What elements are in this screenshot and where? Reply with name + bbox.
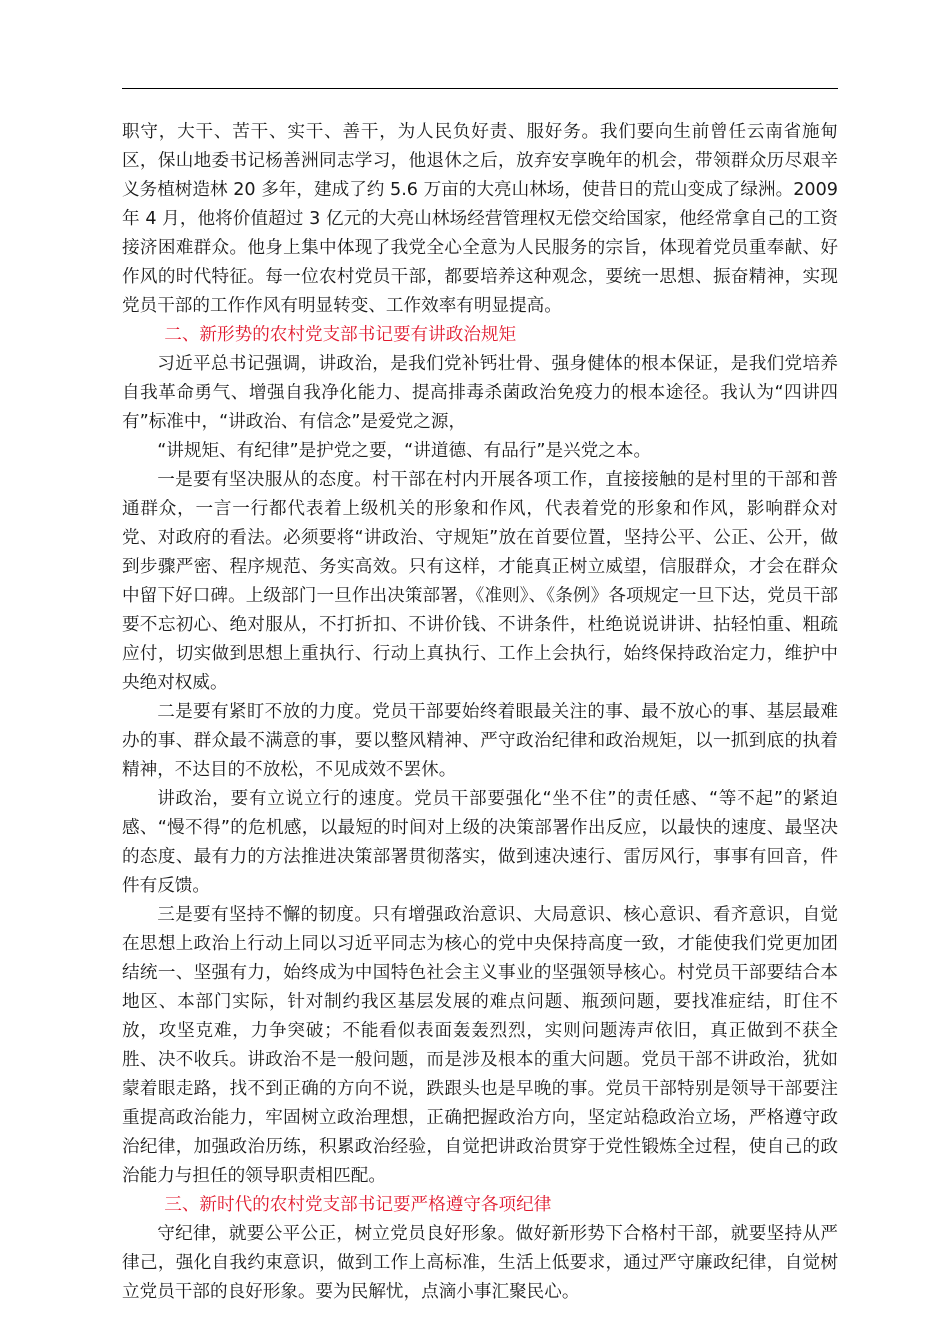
paragraph-5: 二是要有紧盯不放的力度。党员干部要始终着眼最关注的事、最不放心的事、基层最难办的事、群众最不满意的事，要以整风精神、严守政治纪律和政治规矩，以一抓到底的执着精神，不达目的不放松，不见成效不罢休。 <box>122 702 838 780</box>
header-rule <box>122 88 838 89</box>
paragraph-3: “讲规矩、有纪律”是护党之要，“讲道德、有品行”是兴党之本。 <box>157 441 652 461</box>
paragraph-2: 习近平总书记强调，讲政治，是我们党补钙壮骨、强身健体的根本保证，是我们党培养自我革命勇气、增强自我净化能力、提高排毒杀菌政治免疫力的根本途径。我认为“四讲四有”标准中，“讲政治、有信念”是爱党之源， <box>122 354 838 432</box>
section-heading-2: 二、新形势的农村党支部书记要有讲政治规矩 <box>164 325 517 345</box>
paragraph-4: 一是要有坚决服从的态度。村干部在村内开展各项工作，直接接触的是村里的干部和普通群众，一言一行都代表着上级机关的形象和作风，代表着党的形象和作风，影响群众对党、对政府的看法。必须要将“讲政治、守规矩”放在首要位置，坚持公平、公正、公开，做到步骤严密、程序规范、务实高效。只有这样，才能真正树立威望，信服群众，才会在群众中留下好口碑。上级部门一旦作出决策部署，《准则》、《条例》各项规定一旦下达，党员干部要不忘初心、绝对服从，不打折扣、不讲价钱、不讲条件，杜绝说说讲讲、拈轻怕重、粗疏应付，切实做到思想上重执行、行动上真执行、工作上会执行，始终保持政治定力，维护中央绝对权威。 <box>122 470 838 693</box>
paragraph-8: 守纪律，就要公平公正，树立党员良好形象。做好新形势下合格村干部，就要坚持从严律己，强化自我约束意识，做到工作上高标准，生活上低要求，通过严守廉政纪律，自觉树立党员干部的良好形象。要为民解忧，点滴小事汇聚民心。 <box>122 1224 838 1302</box>
section-heading-3: 三、新时代的农村党支部书记要严格遵守各项纪律 <box>164 1195 552 1215</box>
paragraph-7: 三是要有坚持不懈的韧度。只有增强政治意识、大局意识、核心意识、看齐意识，自觉在思想上政治上行动上同以习近平同志为核心的党中央保持高度一致，才能使我们党更加团结统一、坚强有力，始终成为中国特色社会主义事业的坚强领导核心。村党员干部要结合本地区、本部门实际，针对制约我区基层发展的难点问题、瓶颈问题，要找准症结，盯住不放，攻坚克难，力争突破；不能看似表面轰轰烈烈，实则问题涛声依旧，真正做到不获全胜、决不收兵。讲政治不是一般问题，而是涉及根本的重大问题。党员干部不讲政治，犹如蒙着眼走路，找不到正确的方向不说，跌跟头也是早晚的事。党员干部特别是领导干部要注重提高政治能力，牢固树立政治理想，正确把握政治方向，坚定站稳政治立场，严格遵守政治纪律，加强政治历练，积累政治经验，自觉把讲政治贯穿于党性锻炼全过程，使自己的政治能力与担任的领导职责相匹配。 <box>122 905 838 1186</box>
document-body <box>122 118 838 1307</box>
paragraph-6: 讲政治，要有立说立行的速度。党员干部要强化“坐不住”的责任感、“等不起”的紧迫感、“慢不得”的危机感，以最短的时间对上级的决策部署作出反应，以最快的速度、最坚决的态度、最有力的方法推进决策部署贯彻落实，做到速决速行、雷厉风行，事事有回音，件件有反馈。 <box>122 789 838 896</box>
paragraph-1: 职守，大干、苦干、实干、善干，为人民负好责、服好务。我们要向生前曾任云南省施甸区，保山地委书记杨善洲同志学习，他退休之后，放弃安享晚年的机会，带领群众历尽艰辛义务植树造林 20 多年，建成了约 5.6 万亩的大亮山林场，使昔日的荒山变成了绿洲。2009 年 4 月，他将价值超过 3 亿元的大亮山林场经营管理权无偿交给国家，他经常拿自己的工资接济困难群众。他身上集中体现了我党全心全意为人民服务的宗旨，体现着党员重奉献、好作风的时代特征。每一位农村党员干部，都要培养这种观念，要统一思想、振奋精神，实现党员干部的工作作风有明显转变、工作效率有明显提高。 <box>122 122 838 316</box>
